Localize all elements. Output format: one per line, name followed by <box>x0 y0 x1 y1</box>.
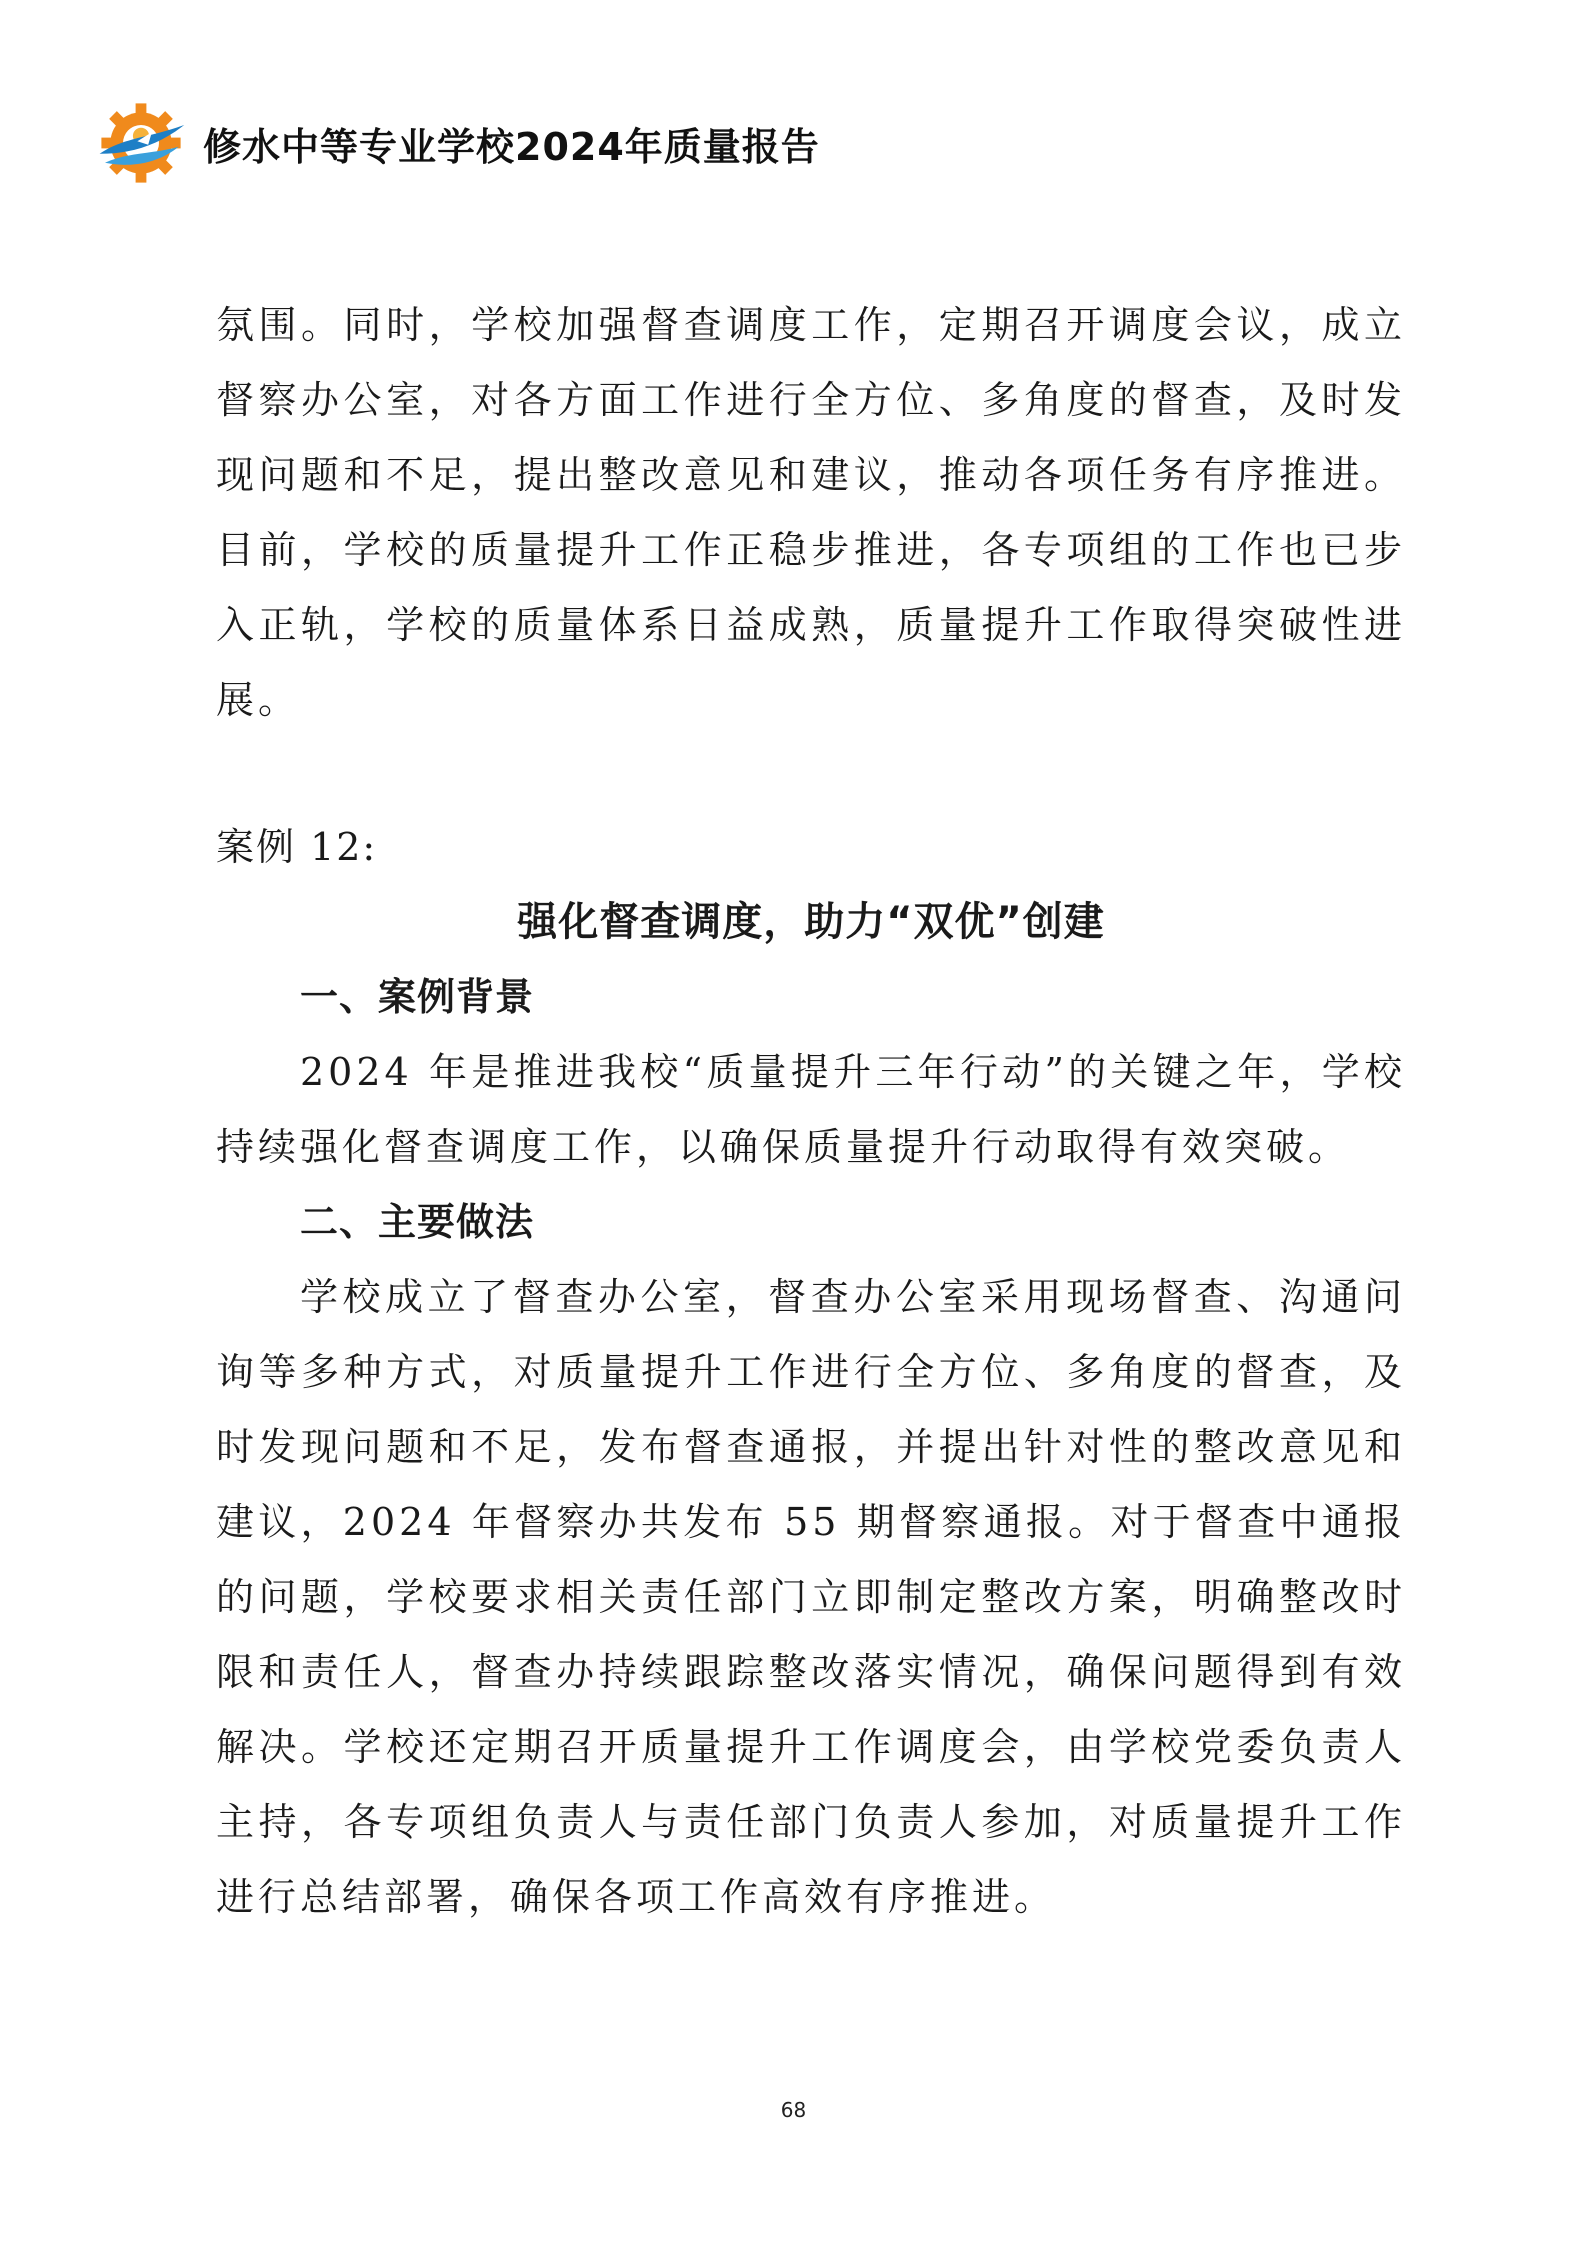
section-heading-practices: 二、主要做法 <box>300 1200 535 1244</box>
page-header <box>95 98 820 188</box>
school-gear-logo-icon <box>95 98 187 188</box>
page-content <box>216 288 1406 1935</box>
practices-paragraph: 学校成立了督查办公室，督查办公室采用现场督查、沟通问询等多种方式，对质量提升工作进行全方位、多角度的督查，及时发现问题和不足，发布督查通报，并提出针对性的整改意见和建议，2024 年督察办共发布 55 期督察通报。对于督查中通报的问题，学校要求相关责任部门立即制定整改方案，明确整改时限和责任人，督查办持续跟踪整改落实情况，确保问题得到有效解决。学校还定期召开质量提升工作调度会，由学校党委负责人主持，各专项组负责人与责任部门负责人参加，对质量提升工作进行总结部署，确保各项工作高效有序推进。 <box>216 1275 1406 1919</box>
report-title: 修水中等专业学校2024年质量报告 <box>203 124 820 169</box>
case-title: 强化督查调度，助力“双优”创建 <box>517 899 1105 945</box>
intro-paragraph: 氛围。同时，学校加强督查调度工作，定期召开调度会议，成立督察办公室，对各方面工作进行全方位、多角度的督查，及时发现问题和不足，提出整改意见和建议，推动各项任务有序推进。目前，学校的质量提升工作正稳步推进，各专项组的工作也已步入正轨，学校的质量体系日益成熟，质量提升工作取得突破性进展。 <box>216 303 1406 722</box>
page-number: 68 <box>780 2098 807 2122</box>
section-heading-background: 一、案例背景 <box>300 975 535 1019</box>
background-paragraph: 2024 年是推进我校“质量提升三年行动”的关键之年，学校持续强化督查调度工作，以确保质量提升行动取得有效突破。 <box>216 1050 1406 1169</box>
case-label: 案例 12: <box>216 825 378 869</box>
